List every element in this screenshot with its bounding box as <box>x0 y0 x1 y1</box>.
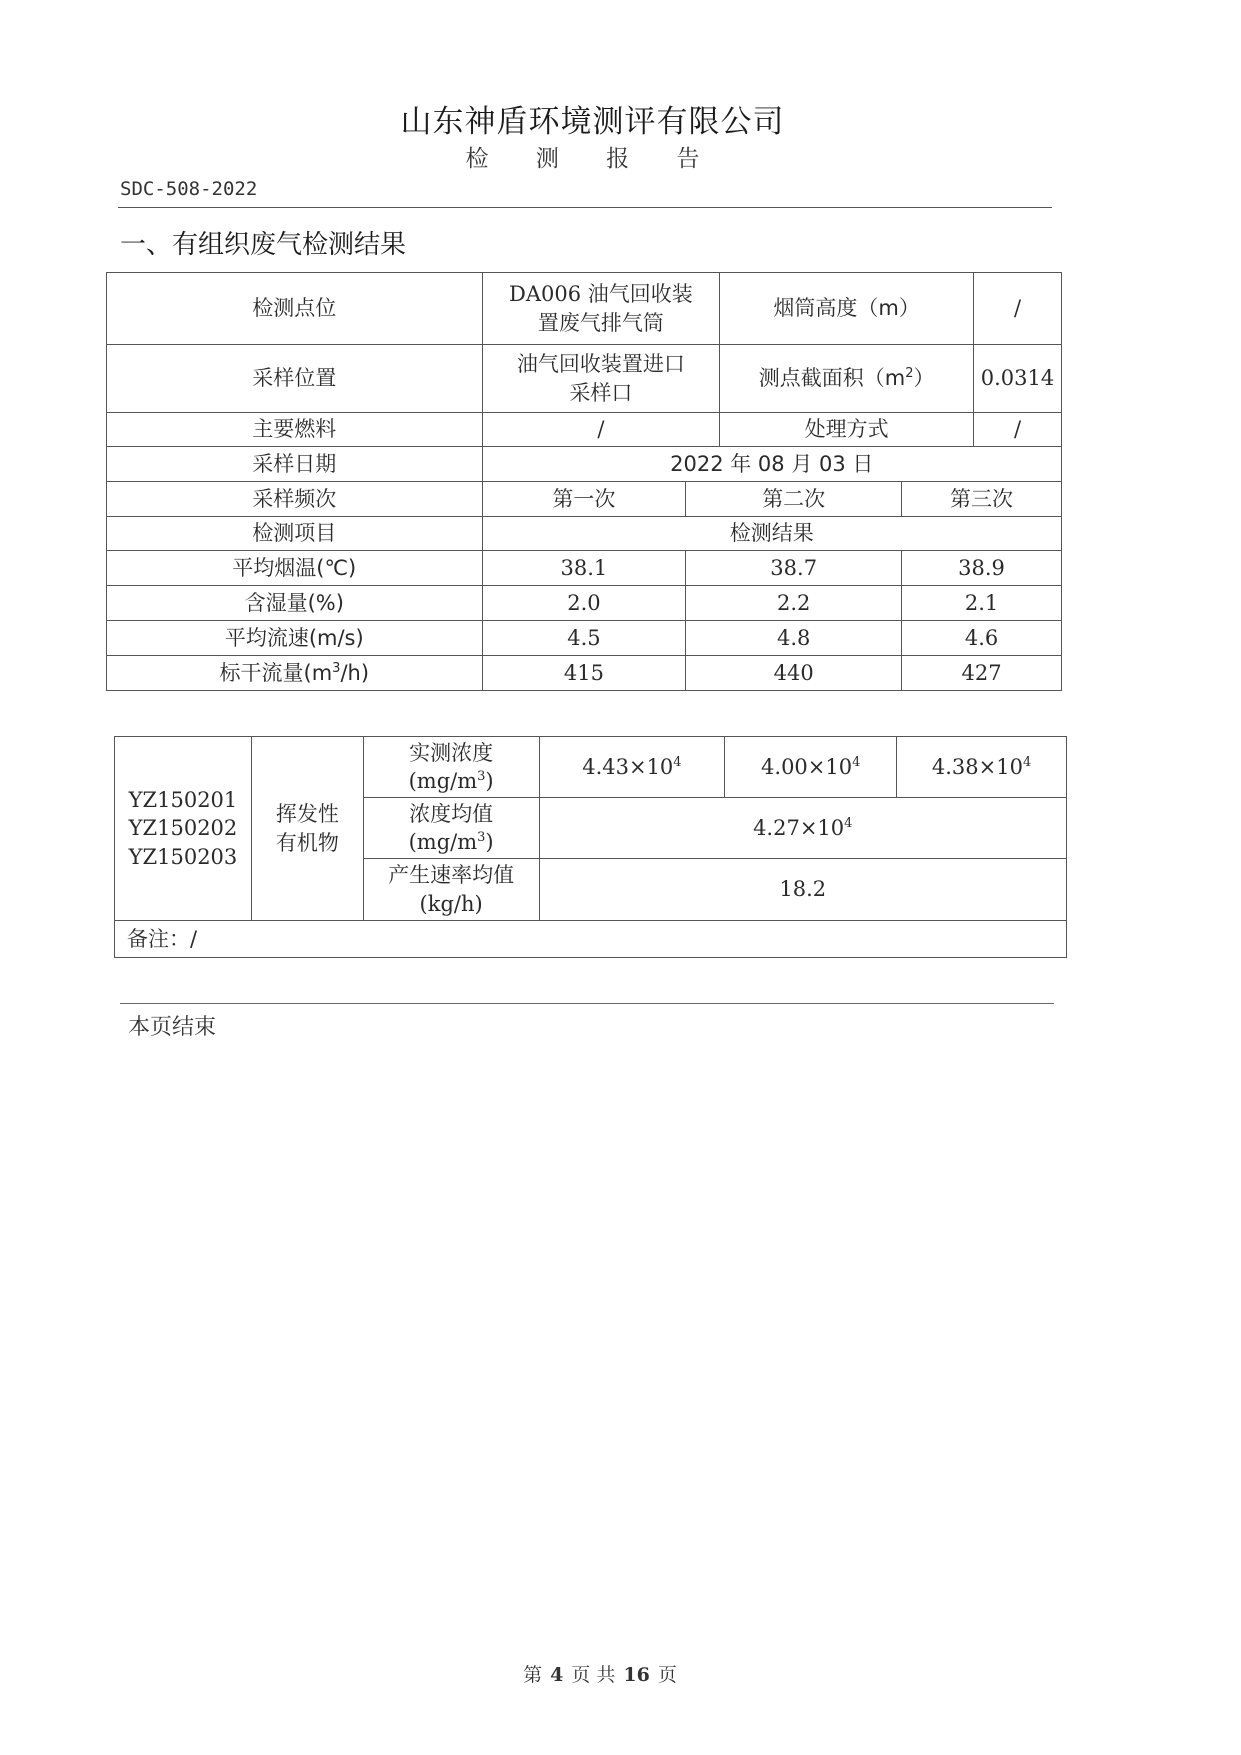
measured-value <box>725 737 897 798</box>
point-value <box>482 273 720 345</box>
date-label: 采样日期 <box>107 447 483 482</box>
location-label: 采样位置 <box>107 345 483 413</box>
measured-value-base: 4.38×10 <box>931 754 1023 779</box>
pollutant-name <box>251 737 363 921</box>
table-row <box>107 273 1062 345</box>
mean-label-close: ) <box>485 830 494 854</box>
pollutant-line2: 有机物 <box>275 830 339 855</box>
header-divider <box>118 207 1052 208</box>
location-value <box>482 345 720 413</box>
param-value: 38.7 <box>686 551 902 586</box>
table-row <box>107 517 1062 551</box>
mean-value <box>539 798 1067 859</box>
param-value: 4.8 <box>686 621 902 656</box>
company-name: 山东神盾环境测评有限公司 <box>400 104 785 140</box>
document-number: SDC-508-2022 <box>120 178 258 200</box>
footer-text: 第 <box>523 1664 543 1686</box>
table-row <box>107 447 1062 482</box>
location-value-line1: 油气回收装置进口 <box>516 352 685 377</box>
freq-1: 第一次 <box>482 482 686 517</box>
point-value-line1: DA006 油气回收装 <box>509 282 693 307</box>
table-row <box>107 621 1062 656</box>
table-row <box>115 921 1067 958</box>
result-label: 检测结果 <box>482 517 1061 551</box>
mean-value-base: 4.27×10 <box>753 815 845 840</box>
page-footer <box>0 1660 1200 1687</box>
rate-label-line1: 产生速率均值 <box>388 863 515 888</box>
measured-value-base: 4.00×10 <box>761 754 853 779</box>
param-value: 415 <box>482 656 686 691</box>
measured-label-line1: 实测浓度 <box>409 740 494 765</box>
param-label: 含湿量(%) <box>107 586 483 621</box>
item-label: 检测项目 <box>107 517 483 551</box>
param-value: 440 <box>686 656 902 691</box>
fuel-label: 主要燃料 <box>107 413 483 447</box>
param-value: 2.2 <box>686 586 902 621</box>
area-label-sup: 2 <box>905 366 914 382</box>
height-label: 烟筒高度（m） <box>720 273 974 345</box>
fuel-value: / <box>482 413 720 447</box>
sample-id: YZ150202 <box>128 816 238 841</box>
remark: 备注：/ <box>115 921 1067 958</box>
freq-label: 采样频次 <box>107 482 483 517</box>
location-value-line2: 采样口 <box>569 380 633 405</box>
total-pages: 16 <box>623 1664 650 1686</box>
param-value: 427 <box>902 656 1062 691</box>
table-row <box>107 345 1062 413</box>
flow-label-text: 标干流量(m <box>219 660 333 685</box>
treatment-label: 处理方式 <box>720 413 974 447</box>
end-divider <box>120 1003 1054 1004</box>
measured-value <box>539 737 725 798</box>
area-label-text: 测点截面积（m <box>758 366 906 391</box>
mean-label-unit: (mg/m <box>408 830 478 854</box>
rate-label <box>363 859 539 921</box>
measured-label-sup: 3 <box>477 769 486 784</box>
measured-label-unit: (mg/m <box>408 769 478 793</box>
area-label-suffix: ） <box>913 366 935 391</box>
measured-value-base: 4.43×10 <box>582 754 674 779</box>
rate-label-unit: (kg/h) <box>419 891 483 916</box>
mean-label <box>363 798 539 859</box>
table-row <box>115 737 1067 798</box>
end-of-page-note: 本页结束 <box>128 1015 217 1040</box>
table-row <box>107 551 1062 586</box>
freq-3: 第三次 <box>902 482 1062 517</box>
footer-text: 页 <box>657 1664 677 1686</box>
param-value: 4.6 <box>902 621 1062 656</box>
date-value: 2022 年 08 月 03 日 <box>482 447 1061 482</box>
mean-label-line1: 浓度均值 <box>409 801 494 826</box>
info-table <box>106 272 1062 691</box>
param-label: 平均流速(m/s) <box>107 621 483 656</box>
pollutant-line1: 挥发性 <box>275 802 339 827</box>
table-row <box>107 482 1062 517</box>
table-row <box>107 586 1062 621</box>
point-value-line2: 置废气排气筒 <box>537 310 664 335</box>
param-value: 38.9 <box>902 551 1062 586</box>
measured-value-exp: 4 <box>673 754 682 770</box>
flow-label-sup: 3 <box>332 660 341 676</box>
point-label: 检测点位 <box>107 273 483 345</box>
measured-value <box>897 737 1067 798</box>
measured-label-close: ) <box>485 769 494 793</box>
measured-value-exp: 4 <box>852 754 861 770</box>
height-value: / <box>973 273 1061 345</box>
footer-text: 页 共 <box>571 1664 616 1686</box>
measured-value-exp: 4 <box>1022 754 1032 770</box>
table-row <box>107 656 1062 691</box>
param-value: 38.1 <box>482 551 686 586</box>
param-value: 2.0 <box>482 586 686 621</box>
measured-label <box>363 737 539 798</box>
rate-value: 18.2 <box>539 859 1067 921</box>
voc-table <box>114 736 1067 958</box>
param-label <box>107 656 483 691</box>
sample-id: YZ150201 <box>128 787 238 812</box>
sample-ids <box>115 737 252 921</box>
mean-value-exp: 4 <box>844 815 853 831</box>
param-label: 平均烟温(℃) <box>107 551 483 586</box>
table-row <box>107 413 1062 447</box>
area-value: 0.0314 <box>973 345 1061 413</box>
mean-label-sup: 3 <box>477 830 486 845</box>
param-value: 4.5 <box>482 621 686 656</box>
flow-label-suffix: /h) <box>340 660 370 685</box>
page-number: 4 <box>550 1664 564 1686</box>
section-title: 一、有组织废气检测结果 <box>120 230 407 260</box>
treatment-value: / <box>973 413 1061 447</box>
area-label <box>720 345 974 413</box>
report-title: 检 测 报 告 <box>465 146 720 172</box>
sample-id: YZ150203 <box>128 844 238 869</box>
freq-2: 第二次 <box>686 482 902 517</box>
param-value: 2.1 <box>902 586 1062 621</box>
